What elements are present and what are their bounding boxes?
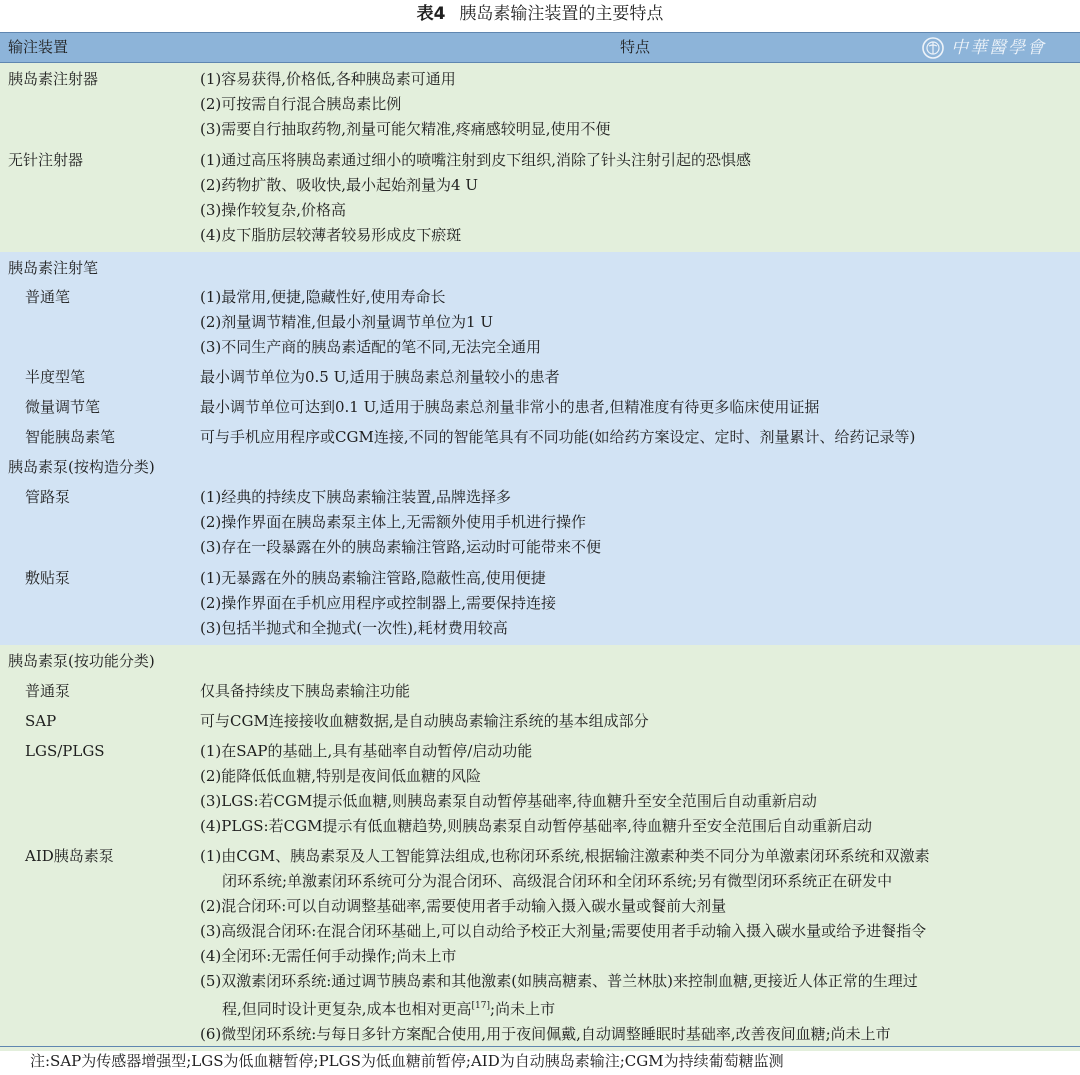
feature-line: (3)包括半抛式和全抛式(一次性),耗材费用较高 — [200, 619, 508, 637]
table-row — [0, 425, 1080, 450]
feature-line: (2)可按需自行混合胰岛素比例 — [200, 95, 402, 113]
device-features — [200, 285, 1080, 360]
feature-line: (1)通过高压将胰岛素通过细小的喷嘴注射到皮下组织,消除了针头注射引起的恐惧感 — [200, 151, 752, 169]
device-name: 胰岛素注射器 — [8, 70, 99, 88]
header-features: 特点 — [620, 38, 651, 56]
feature-line: 可与手机应用程序或CGM连接,不同的智能笔具有不同功能(如给药方案设定、定时、剂量累计、给药记录等) — [200, 428, 916, 446]
feature-line: (3)不同生产商的胰岛素适配的笔不同,无法完全通用 — [200, 338, 542, 356]
feature-line: 最小调节单位为0.5 U,适用于胰岛素总剂量较小的患者 — [200, 368, 560, 386]
feature-line: (3)存在一段暴露在外的胰岛素输注管路,运动时可能带来不便 — [200, 538, 602, 556]
device-features — [200, 365, 1080, 390]
device-features — [200, 485, 1080, 560]
group-row — [0, 455, 1080, 480]
feature-text: 程,但同时设计更复杂,成本也相对更高 — [222, 1000, 472, 1018]
watermark-logo — [921, 35, 1046, 61]
device-name: AID胰岛素泵 — [25, 847, 114, 865]
feature-line: (2)药物扩散、吸收快,最小起始剂量为4 U — [200, 176, 478, 194]
seal-icon — [921, 36, 945, 60]
section-pumps-function — [0, 645, 1080, 1051]
device-features — [200, 679, 1080, 704]
feature-line: (4)皮下脂肪层较薄者较易形成皮下瘀斑 — [200, 226, 462, 244]
feature-line: (2)操作界面在手机应用程序或控制器上,需要保持连接 — [200, 594, 557, 612]
feature-line: (2)混合闭环:可以自动调整基础率,需要使用者手动输入摄入碳水量或餐前大剂量 — [200, 897, 727, 915]
device-name: 智能胰岛素笔 — [25, 428, 116, 446]
feature-line: (2)剂量调节精准,但最小剂量调节单位为1 U — [200, 313, 493, 331]
feature-line: (4)PLGS:若CGM提示有低血糖趋势,则胰岛素泵自动暂停基础率,待血糖升至安全范围后自动重新启动 — [200, 817, 872, 835]
feature-line: 仅具备持续皮下胰岛素输注功能 — [200, 682, 411, 700]
device-name: 普通笔 — [25, 288, 71, 306]
table-number: 表4 — [416, 4, 446, 24]
table-row — [0, 395, 1080, 420]
device-name: SAP — [25, 712, 57, 730]
device-name: LGS/PLGS — [25, 742, 105, 760]
device-features — [200, 566, 1080, 641]
feature-line: (1)最常用,便捷,隐藏性好,使用寿命长 — [200, 288, 446, 306]
feature-line: (1)无暴露在外的胰岛素输注管路,隐蔽性高,使用便捷 — [200, 569, 546, 587]
table-row — [0, 365, 1080, 390]
feature-line: (1)由CGM、胰岛素泵及人工智能算法组成,也称闭环系统,根据输注激素种类不同分为单激素闭环系统和双激素 — [200, 847, 930, 865]
table-row — [0, 739, 1080, 839]
group-name: 胰岛素泵(按功能分类) — [8, 652, 155, 670]
feature-line: (4)全闭环:无需任何手动操作;尚未上市 — [200, 947, 457, 965]
feature-line — [200, 994, 1074, 1022]
group-name: 胰岛素注射笔 — [8, 259, 99, 277]
device-features — [200, 395, 1080, 420]
table-row — [0, 679, 1080, 704]
feature-line: (1)在SAP的基础上,具有基础率自动暂停/启动功能 — [200, 742, 533, 760]
header-device: 输注装置 — [8, 38, 69, 56]
device-features — [200, 844, 1080, 1047]
table-row — [0, 485, 1080, 560]
device-features — [200, 425, 1080, 450]
device-name: 半度型笔 — [25, 368, 86, 386]
table-title — [0, 0, 1080, 32]
feature-line: (1)容易获得,价格低,各种胰岛素可通用 — [200, 70, 456, 88]
table-row — [0, 67, 1080, 142]
table-row — [0, 844, 1080, 1047]
feature-line: (5)双激素闭环系统:通过调节胰岛素和其他激素(如胰高糖素、普兰林肽)来控制血糖,更接近人体正常的生理过 — [200, 972, 918, 990]
watermark-text: 中華醫學會 — [951, 38, 1046, 58]
group-row — [0, 649, 1080, 674]
insulin-device-table — [0, 32, 1080, 1051]
feature-line: (3)LGS:若CGM提示低血糖,则胰岛素泵自动暂停基础率,待血糖升至安全范围后自动重新启动 — [200, 792, 817, 810]
feature-text: ;尚未上市 — [490, 1000, 556, 1018]
device-name: 无针注射器 — [8, 151, 84, 169]
section-syringes — [0, 63, 1080, 252]
table-header — [0, 32, 1080, 63]
device-name: 微量调节笔 — [25, 398, 101, 416]
feature-line: (2)能降低低血糖,特别是夜间低血糖的风险 — [200, 767, 482, 785]
device-name: 普通泵 — [25, 682, 71, 700]
section-pens — [0, 252, 1080, 645]
device-features — [200, 67, 1080, 142]
table-row — [0, 148, 1080, 248]
feature-line: 最小调节单位可达到0.1 U,适用于胰岛素总剂量非常小的患者,但精准度有待更多临床使用证据 — [200, 398, 820, 416]
feature-line: (3)操作较复杂,价格高 — [200, 201, 347, 219]
feature-line: (3)需要自行抽取药物,剂量可能欠精准,疼痛感较明显,使用不便 — [200, 120, 611, 138]
table-footnote: 注:SAP为传感器增强型;LGS为低血糖暂停;PLGS为低血糖前暂停;AID为自动胰岛素输注;CGM为持续葡萄糖监测 — [0, 1046, 1080, 1075]
feature-line: (1)经典的持续皮下胰岛素输注装置,品牌选择多 — [200, 488, 512, 506]
device-name: 管路泵 — [25, 488, 71, 506]
device-features — [200, 739, 1080, 839]
feature-line: 可与CGM连接接收血糖数据,是自动胰岛素输注系统的基本组成部分 — [200, 712, 649, 730]
table-row — [0, 285, 1080, 360]
feature-line: (2)操作界面在胰岛素泵主体上,无需额外使用手机进行操作 — [200, 513, 587, 531]
table-title-text: 胰岛素输注装置的主要特点 — [459, 4, 664, 24]
table-row — [0, 709, 1080, 734]
device-features — [200, 148, 1080, 248]
citation-ref: [17] — [471, 1001, 491, 1011]
table-row — [0, 566, 1080, 641]
group-row — [0, 256, 1080, 281]
device-features — [200, 709, 1080, 734]
feature-line: (3)高级混合闭环:在混合闭环基础上,可以自动给予校正大剂量;需要使用者手动输入摄入碳水量或给予进餐指令 — [200, 922, 927, 940]
feature-line: 闭环系统;单激素闭环系统可分为混合闭环、高级混合闭环和全闭环系统;另有微型闭环系统正在研发中 — [222, 872, 893, 890]
group-name: 胰岛素泵(按构造分类) — [8, 458, 155, 476]
device-name: 敷贴泵 — [25, 569, 71, 587]
feature-line: (6)微型闭环系统:与每日多针方案配合使用,用于夜间佩戴,自动调整睡眠时基础率,改善夜间血糖;尚未上市 — [200, 1025, 891, 1043]
